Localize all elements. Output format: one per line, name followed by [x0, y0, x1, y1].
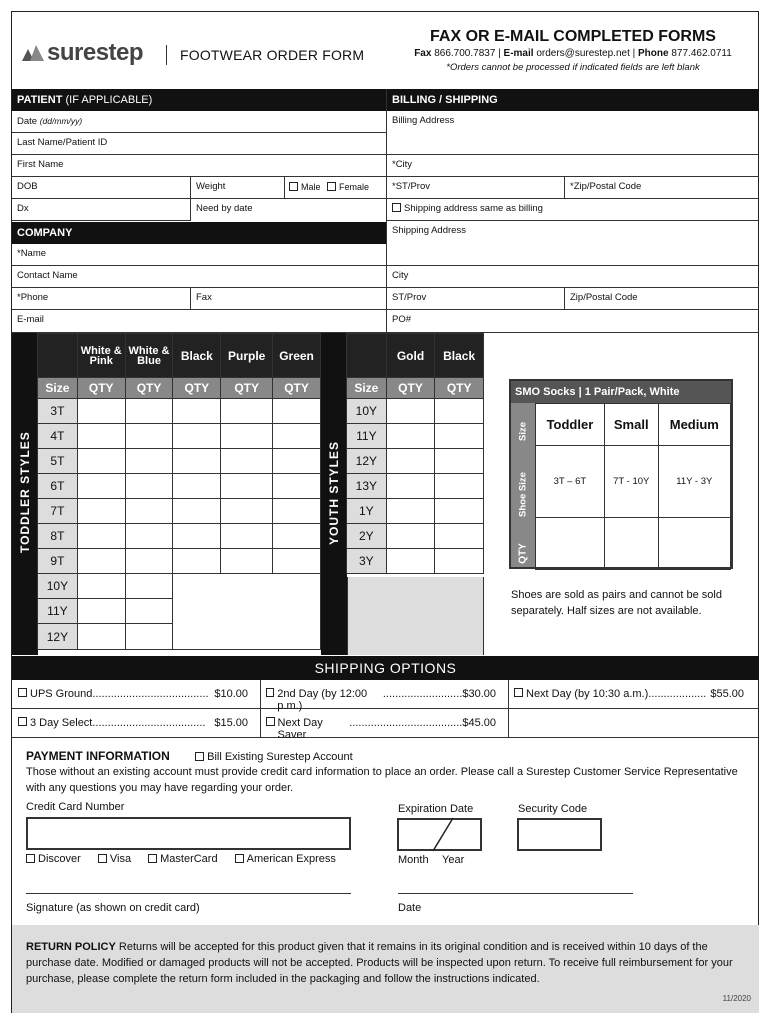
- qty-cell[interactable]: [125, 524, 173, 549]
- toddler-row: [38, 474, 321, 499]
- qty-cell[interactable]: [221, 399, 273, 424]
- youth-color-header: Black: [435, 334, 484, 378]
- mastercard-checkbox[interactable]: [148, 854, 157, 863]
- dx-field[interactable]: [12, 199, 190, 221]
- email-address: orders@surestep.net: [536, 48, 630, 59]
- qty-cell[interactable]: [125, 474, 173, 499]
- company-name-label: *Name: [17, 248, 47, 259]
- qty-header: QTY: [173, 378, 221, 399]
- smo-shoe-size-label: Shoe Size: [517, 472, 529, 517]
- qty-cell[interactable]: [221, 524, 273, 549]
- youth-row: [347, 524, 484, 549]
- return-policy: [12, 925, 759, 1013]
- option-name: Next Day (by 10:30 a.m.): [526, 688, 649, 700]
- toddler-color-header: White & Blue: [125, 334, 173, 378]
- youth-styles-label: YOUTH STYLES: [327, 441, 341, 546]
- fax-number: 866.700.7837: [434, 48, 496, 59]
- required-note: *Orders cannot be processed if indicated fields are left blank: [446, 62, 700, 73]
- company-email-label: E-mail: [17, 314, 44, 325]
- weight-label: Weight: [196, 181, 226, 192]
- pairs-note: Shoes are sold as pairs and cannot be sold separately. Half sizes are not available.: [511, 589, 722, 617]
- zip-label: *Zip/Postal Code: [570, 181, 642, 192]
- qty-cell[interactable]: [386, 399, 435, 424]
- weight-field[interactable]: [190, 177, 284, 199]
- youth-row: [347, 449, 484, 474]
- smo-shoe-size: 3T – 6T: [536, 446, 605, 518]
- shipping-address-label: Shipping Address: [392, 225, 466, 236]
- po-label: PO#: [392, 314, 412, 325]
- qty-cell[interactable]: [125, 549, 173, 574]
- qty-cell[interactable]: [125, 624, 173, 650]
- toddler-size-header: Size: [38, 378, 78, 399]
- fax-heading: FAX OR E-MAIL COMPLETED FORMS: [430, 28, 716, 45]
- qty-cell[interactable]: [173, 549, 221, 574]
- qty-cell[interactable]: [273, 424, 321, 449]
- qty-cell[interactable]: [173, 449, 221, 474]
- toddler-color-header: Purple: [221, 334, 273, 378]
- qty-cell[interactable]: [173, 474, 221, 499]
- dot-leader: ......................................: [92, 688, 209, 700]
- qty-cell[interactable]: [435, 474, 484, 499]
- shipping-option[interactable]: [266, 688, 496, 712]
- qty-cell[interactable]: [125, 574, 173, 599]
- qty-cell[interactable]: [77, 524, 125, 549]
- shipping-header: [12, 656, 759, 680]
- po-field[interactable]: [387, 310, 759, 333]
- card-label: Visa: [109, 853, 132, 865]
- card-label: Discover: [38, 853, 81, 865]
- gender-field: [284, 177, 386, 199]
- date-format: (dd/mm/yy): [39, 116, 83, 126]
- version-label: 11/2020: [722, 994, 751, 1003]
- month-label: Month: [398, 854, 429, 866]
- city-field[interactable]: [387, 155, 759, 177]
- return-title: RETURN POLICY: [26, 941, 116, 953]
- qty-cell[interactable]: [125, 499, 173, 524]
- signature-label: Signature (as shown on credit card): [26, 902, 200, 914]
- youth-row: [347, 499, 484, 524]
- date-line[interactable]: [398, 893, 633, 894]
- toddler-corner: [38, 334, 78, 378]
- zip2-label: Zip/Postal Code: [570, 292, 638, 303]
- qty-cell[interactable]: [77, 399, 125, 424]
- youth-empty-area: [347, 577, 484, 655]
- exp-divider-icon: [397, 818, 482, 851]
- qty-cell[interactable]: [435, 524, 484, 549]
- dob-field[interactable]: [12, 177, 190, 199]
- qty-cell[interactable]: [77, 499, 125, 524]
- shipping-option[interactable]: [18, 688, 248, 700]
- logo-text: surestep: [47, 39, 144, 66]
- size-cell: 3T: [38, 399, 78, 424]
- sec-label: Security Code: [518, 803, 588, 815]
- city2-field[interactable]: [387, 266, 759, 288]
- toddler-row: [38, 399, 321, 424]
- separator: |: [629, 48, 639, 59]
- qty-header: QTY: [125, 378, 173, 399]
- youth-corner: [347, 334, 387, 378]
- qty-cell[interactable]: [386, 524, 435, 549]
- zip2-field[interactable]: [564, 288, 759, 310]
- fax-label: Fax: [414, 48, 432, 59]
- youth-grid: [346, 333, 484, 574]
- size-cell: 10Y: [38, 574, 78, 599]
- last-name-label: Last Name/Patient ID: [17, 137, 108, 148]
- first-name-label: First Name: [17, 159, 64, 170]
- qty-header: QTY: [77, 378, 125, 399]
- size-cell: 11Y: [38, 599, 78, 624]
- signature-line[interactable]: [26, 893, 351, 894]
- city2-label: City: [392, 270, 409, 281]
- company-name-field[interactable]: [12, 244, 386, 266]
- qty-cell[interactable]: [386, 499, 435, 524]
- company-fax-field[interactable]: [190, 288, 386, 310]
- need-by-field[interactable]: [190, 199, 386, 221]
- qty-cell[interactable]: [273, 449, 321, 474]
- size-cell: 3Y: [347, 549, 387, 574]
- smo-qty-label: QTY: [517, 543, 529, 564]
- size-cell: 8T: [38, 524, 78, 549]
- separator: |: [495, 48, 504, 59]
- qty-cell[interactable]: [77, 424, 125, 449]
- billing-title: BILLING / SHIPPING: [392, 94, 498, 106]
- toddler-color-header: Black: [173, 334, 221, 378]
- female-checkbox[interactable]: [327, 182, 336, 191]
- dot-leader: ...................: [648, 688, 707, 700]
- st-prov2-label: ST/Prov: [392, 292, 427, 303]
- shipping-option[interactable]: [514, 688, 744, 700]
- toddler-row: [38, 449, 321, 474]
- shipping-title: SHIPPING OPTIONS: [314, 660, 457, 676]
- smo-size-label: Size: [517, 422, 529, 442]
- checkbox[interactable]: [18, 688, 27, 697]
- youth-rows: [347, 399, 484, 574]
- toddler-rows: [38, 399, 321, 650]
- shipping-divider: [260, 680, 261, 738]
- same-as-billing-row: [387, 199, 759, 221]
- size-cell: 12Y: [347, 449, 387, 474]
- size-cell: 4T: [38, 424, 78, 449]
- year-label: Year: [442, 854, 465, 866]
- qty-cell[interactable]: [173, 524, 221, 549]
- qty-cell[interactable]: [125, 399, 173, 424]
- size-cell: 9T: [38, 549, 78, 574]
- qty-cell[interactable]: [77, 474, 125, 499]
- payment-description: Those without an existing account must provide credit card information to place an order. Please call a Surestep Customer Service Representative with any questions you may have regarding your order.: [26, 766, 738, 794]
- toddler-color-header: White & Pink: [77, 334, 125, 378]
- qty-cell[interactable]: [77, 574, 125, 599]
- phone-label: Phone: [638, 48, 669, 59]
- smo-size: Medium: [658, 404, 730, 446]
- option-price: $45.00: [462, 717, 496, 729]
- toddler-grid: [37, 333, 321, 650]
- qty-cell[interactable]: [386, 474, 435, 499]
- blank-area: [173, 574, 321, 650]
- toddler-row: [38, 524, 321, 549]
- qty-cell[interactable]: [435, 499, 484, 524]
- surestep-mark-icon: [22, 45, 44, 61]
- contact-line: [396, 48, 750, 59]
- shipping-address-field[interactable]: [387, 221, 759, 266]
- company-phone-label: *Phone: [17, 292, 49, 303]
- toddler-styles-label: TODDLER STYLES: [18, 431, 32, 553]
- size-cell: 1Y: [347, 499, 387, 524]
- toddler-row: [38, 549, 321, 574]
- dot-leader: .....................................: [349, 717, 463, 729]
- payment-title: PAYMENT INFORMATION: [26, 749, 170, 763]
- qty-cell[interactable]: [173, 424, 221, 449]
- zip-field[interactable]: [564, 177, 759, 199]
- smo-qty-cell[interactable]: [604, 518, 658, 570]
- youth-row: [347, 474, 484, 499]
- need-by-label: Need by date: [196, 203, 253, 214]
- qty-cell[interactable]: [273, 399, 321, 424]
- visa-checkbox[interactable]: [98, 854, 107, 863]
- contact-name-label: Contact Name: [17, 270, 78, 281]
- qty-cell[interactable]: [386, 549, 435, 574]
- company-header: [12, 222, 386, 244]
- card-label: MasterCard: [160, 853, 218, 865]
- form-title: FOOTWEAR ORDER FORM: [180, 47, 365, 63]
- checkbox[interactable]: [266, 717, 275, 726]
- same-as-billing-label: Shipping address same as billing: [404, 203, 543, 214]
- discover-checkbox[interactable]: [26, 854, 35, 863]
- city-label: *City: [392, 159, 413, 170]
- checkbox[interactable]: [266, 688, 274, 697]
- smo-size: Toddler: [536, 404, 605, 446]
- qty-cell[interactable]: [125, 599, 173, 624]
- qty-cell[interactable]: [77, 449, 125, 474]
- card-label: American Express: [246, 853, 336, 865]
- checkbox[interactable]: [514, 688, 523, 697]
- option-name: 3 Day Select: [30, 717, 93, 729]
- logo: [22, 38, 143, 68]
- dx-label: Dx: [17, 203, 29, 214]
- card-types: [26, 853, 336, 865]
- billing-header: [387, 89, 759, 111]
- amex-checkbox[interactable]: [235, 854, 244, 863]
- patient-date-field[interactable]: [12, 111, 386, 133]
- dob-label: DOB: [17, 181, 38, 192]
- security-code-input[interactable]: [517, 818, 602, 851]
- size-cell: 10Y: [347, 399, 387, 424]
- qty-header: QTY: [386, 378, 435, 399]
- option-name: Next Day Saver: [277, 717, 323, 741]
- qty-cell[interactable]: [173, 499, 221, 524]
- youth-color-header: Gold: [386, 334, 435, 378]
- order-form: [11, 11, 759, 1013]
- smo-qty-cell[interactable]: [658, 518, 730, 570]
- youth-row: [347, 399, 484, 424]
- patient-header: [12, 89, 386, 111]
- youth-row: [347, 549, 484, 574]
- st-prov-label: *ST/Prov: [392, 181, 431, 192]
- qty-header: QTY: [273, 378, 321, 399]
- option-price: $15.00: [214, 717, 248, 729]
- size-cell: 12Y: [38, 624, 78, 650]
- qty-cell[interactable]: [435, 549, 484, 574]
- size-cell: 5T: [38, 449, 78, 474]
- checkbox[interactable]: [18, 717, 27, 726]
- toddler-row: [38, 499, 321, 524]
- dot-leader: ..........................: [382, 688, 463, 700]
- smo-shoe-size: 7T - 10Y: [604, 446, 658, 518]
- size-cell: 7T: [38, 499, 78, 524]
- contact-name-field[interactable]: [12, 266, 386, 288]
- option-price: $30.00: [462, 688, 496, 700]
- company-fax-label: Fax: [196, 292, 212, 303]
- patient-title-suffix: (IF APPLICABLE): [65, 94, 153, 106]
- qty-cell[interactable]: [77, 599, 125, 624]
- logo-divider: [166, 45, 167, 65]
- qty-cell[interactable]: [221, 549, 273, 574]
- date-label: Date: [398, 902, 422, 914]
- toddler-color-header: Green: [273, 334, 321, 378]
- qty-cell[interactable]: [273, 499, 321, 524]
- qty-cell[interactable]: [273, 549, 321, 574]
- same-as-billing-checkbox[interactable]: [392, 203, 401, 212]
- male-checkbox[interactable]: [289, 182, 298, 191]
- smo-qty-cell[interactable]: [536, 518, 605, 570]
- smo-grid: [535, 403, 731, 570]
- dot-leader: .....................................: [92, 717, 206, 729]
- smo-box: [509, 379, 733, 569]
- qty-cell[interactable]: [386, 449, 435, 474]
- toddler-row: [38, 574, 321, 599]
- qty-cell[interactable]: [273, 474, 321, 499]
- smo-shoe-size: 11Y - 3Y: [658, 446, 730, 518]
- qty-cell[interactable]: [77, 549, 125, 574]
- shipping-divider: [508, 680, 509, 738]
- payment-title-row: [26, 749, 353, 763]
- cc-label: Credit Card Number: [26, 801, 125, 813]
- qty-header: QTY: [221, 378, 273, 399]
- exp-label: Expiration Date: [398, 803, 474, 815]
- size-cell: 13Y: [347, 474, 387, 499]
- phone-number: 877.462.0711: [671, 48, 732, 59]
- smo-size: Small: [604, 404, 658, 446]
- male-label: Male: [301, 182, 321, 192]
- option-price: $10.00: [214, 688, 248, 700]
- youth-row: [347, 424, 484, 449]
- qty-cell[interactable]: [221, 424, 273, 449]
- qty-cell[interactable]: [77, 624, 125, 650]
- qty-cell[interactable]: [125, 449, 173, 474]
- qty-cell[interactable]: [221, 474, 273, 499]
- billing-address-field[interactable]: [387, 111, 759, 155]
- return-text: Returns will be accepted for this product given that it remains in its original condition and is received within 10 days of the purchase date. Modified or damaged products will not be accepted. Products will be inspected upon return. To receive full reimbursement for your purchase, please complete the return form included in the packaging and follow the instructions indicated.: [26, 941, 733, 985]
- female-label: Female: [339, 182, 370, 192]
- size-cell: 6T: [38, 474, 78, 499]
- qty-cell[interactable]: [221, 449, 273, 474]
- bill-existing-checkbox[interactable]: [195, 752, 204, 761]
- qty-header: QTY: [435, 378, 484, 399]
- company-phone-field[interactable]: [12, 288, 190, 310]
- st-prov-field[interactable]: [387, 177, 564, 199]
- option-price: $55.00: [710, 688, 744, 700]
- size-cell: 11Y: [347, 424, 387, 449]
- option-name: UPS Ground: [30, 688, 93, 700]
- patient-title: PATIENT: [17, 94, 63, 106]
- toddler-row: [38, 424, 321, 449]
- qty-cell[interactable]: [273, 524, 321, 549]
- qty-cell[interactable]: [435, 424, 484, 449]
- qty-cell[interactable]: [221, 499, 273, 524]
- youth-size-header: Size: [347, 378, 387, 399]
- cc-number-input[interactable]: [26, 817, 351, 850]
- qty-cell[interactable]: [173, 399, 221, 424]
- smo-title: SMO Socks | 1 Pair/Pack, White: [511, 381, 731, 403]
- company-title: COMPANY: [17, 227, 73, 239]
- first-name-field[interactable]: [12, 155, 386, 177]
- billing-address-label: Billing Address: [392, 115, 455, 126]
- bill-existing-label: Bill Existing Surestep Account: [207, 751, 353, 763]
- qty-cell[interactable]: [435, 449, 484, 474]
- last-name-field[interactable]: [12, 133, 386, 155]
- qty-cell[interactable]: [386, 424, 435, 449]
- option-name: 2nd Day (by 12:00 p.m.): [277, 688, 368, 712]
- email-label: E-mail: [503, 48, 534, 59]
- shipping-option[interactable]: [266, 717, 496, 741]
- shipping-option[interactable]: [18, 717, 248, 729]
- exp-date-input[interactable]: [397, 818, 482, 851]
- qty-cell[interactable]: [435, 399, 484, 424]
- company-email-field[interactable]: [12, 310, 386, 333]
- st-prov2-field[interactable]: [387, 288, 564, 310]
- size-cell: 2Y: [347, 524, 387, 549]
- qty-cell[interactable]: [125, 424, 173, 449]
- date-label: Date: [17, 116, 38, 127]
